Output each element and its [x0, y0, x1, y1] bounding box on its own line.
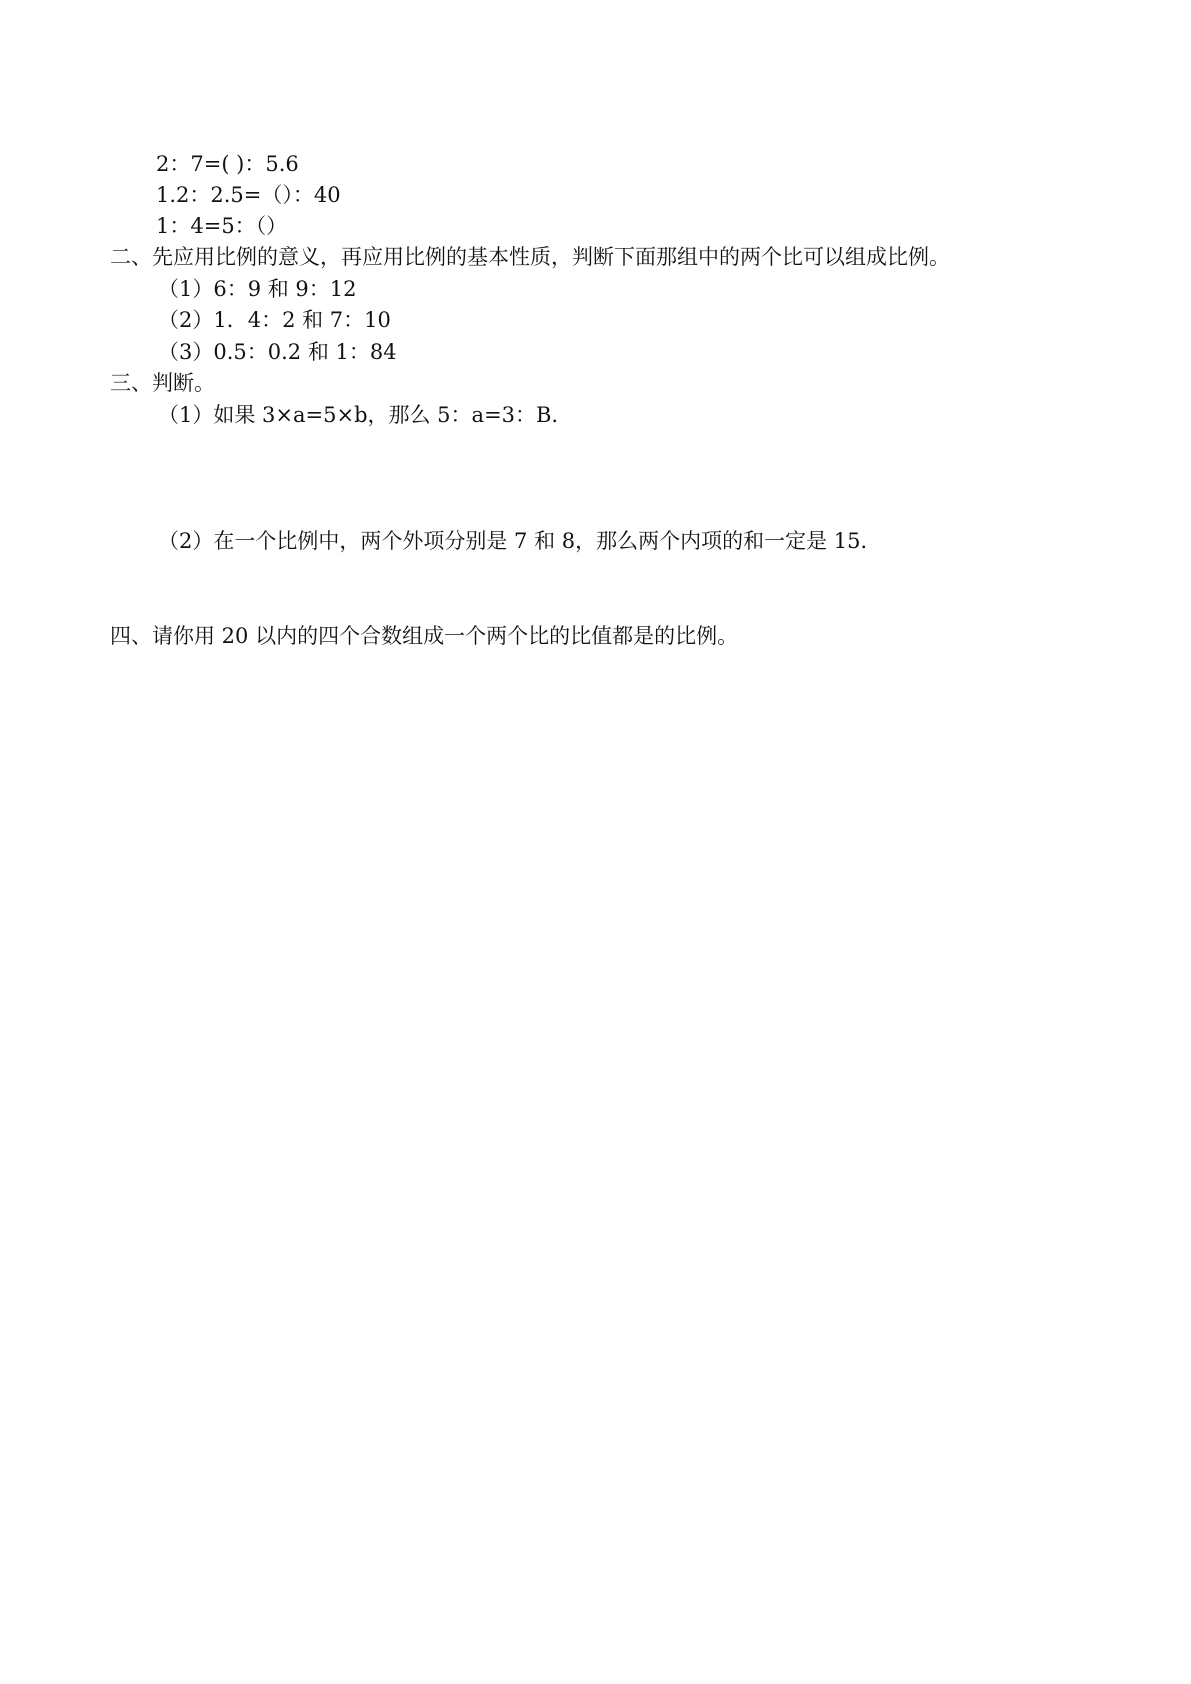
ratio-question-2: 1.2：2.5=（）：40: [156, 183, 341, 207]
proportion-item-2: （2）1．4：2 和 7：10: [158, 308, 391, 332]
section-four-heading: 四、请你用 20 以内的四个合数组成一个两个比的比值都是的比例。: [110, 624, 739, 648]
ratio-question-3: 1：4=5：（）: [156, 214, 288, 238]
ratio-question-1: 2：7=( )：5.6: [156, 152, 299, 176]
judgment-item-2: （2）在一个比例中，两个外项分别是 7 和 8，那么两个内项的和一定是 15．: [158, 529, 882, 553]
section-two-heading: 二、先应用比例的意义，再应用比例的基本性质，判断下面那组中的两个比可以组成比例。: [110, 245, 950, 269]
proportion-item-3: （3）0.5：0.2 和 1：84: [158, 340, 397, 364]
proportion-item-1: （1）6：9 和 9：12: [158, 277, 357, 301]
judgment-item-1: （1）如果 3×a=5×b，那么 5：a=3：B．: [158, 403, 573, 427]
section-three-heading: 三、判断。: [110, 371, 215, 395]
